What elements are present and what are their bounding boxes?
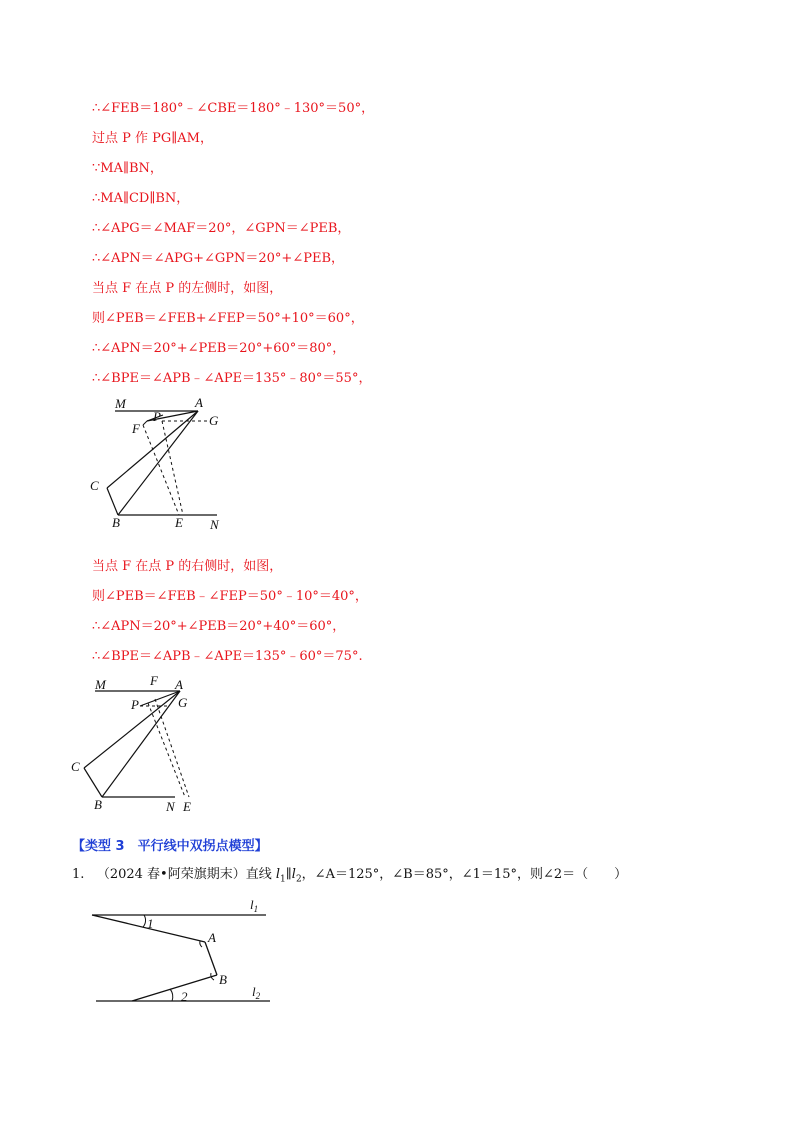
solution-line-8: 则∠PEB＝∠FEB+∠FEP＝50°+10°＝60°， bbox=[92, 311, 364, 326]
section-heading: 【类型 3 平行线中双拐点模型】 bbox=[72, 839, 268, 854]
geometry-figure-left-case bbox=[85, 393, 235, 533]
solution-line-3: ∵MA∥BN， bbox=[92, 161, 163, 176]
label-l1: $l_1$ bbox=[250, 897, 259, 914]
label-F: F bbox=[150, 673, 158, 688]
solution-line-10: ∴∠BPE＝∠APB﹣∠APE＝135°﹣80°＝55°， bbox=[92, 371, 372, 386]
label-A: A bbox=[208, 930, 216, 945]
label-B: B bbox=[219, 972, 227, 987]
angle-1-label: 1 bbox=[147, 916, 154, 931]
solution-line-12: 则∠PEB＝∠FEB﹣∠FEP＝50°﹣10°＝40°， bbox=[92, 589, 368, 604]
question-number: 1. bbox=[72, 867, 85, 882]
solution-line-13: ∴∠APN＝20°+∠PEB＝20°+40°＝60°， bbox=[92, 619, 346, 634]
label-A: A bbox=[175, 677, 183, 692]
line-l1-sub: 1 bbox=[280, 874, 286, 885]
question-source: （2024 春•阿荣旗期末） bbox=[96, 867, 246, 882]
label-G: G bbox=[209, 413, 219, 428]
label-C: C bbox=[71, 759, 80, 774]
label-E: E bbox=[175, 515, 183, 530]
parallel-symbol: ∥ bbox=[285, 867, 292, 882]
question-text-prefix: 直线 bbox=[245, 867, 276, 882]
label-F: F bbox=[132, 421, 140, 436]
solution-line-14: ∴∠BPE＝∠APB﹣∠APE＝135°﹣60°＝75°. bbox=[92, 649, 363, 664]
label-P: P bbox=[153, 409, 161, 424]
label-M: M bbox=[115, 396, 126, 411]
label-l2: $l_2$ bbox=[252, 984, 261, 1001]
question-1 bbox=[72, 866, 627, 889]
solution-line-7: 当点 F 在点 P 的左侧时，如图， bbox=[92, 281, 283, 296]
label-N: N bbox=[210, 517, 219, 532]
solution-line-9: ∴∠APN＝20°+∠PEB＝20°+60°＝80°， bbox=[92, 341, 346, 356]
label-E: E bbox=[183, 799, 191, 814]
label-P: P bbox=[131, 697, 139, 712]
geometry-figure-right-case bbox=[70, 673, 220, 813]
label-B: B bbox=[94, 797, 102, 812]
label-M: M bbox=[95, 677, 106, 692]
line-l2: l bbox=[291, 867, 296, 882]
solution-line-5: ∴∠APG＝∠MAF＝20°，∠GPN＝∠PEB， bbox=[92, 221, 351, 236]
solution-line-2: 过点 P 作 PG∥AM， bbox=[92, 131, 213, 146]
label-B: B bbox=[112, 515, 120, 530]
solution-line-4: ∴MA∥CD∥BN， bbox=[92, 191, 190, 206]
solution-line-1: ∴∠FEB＝180°﹣∠CBE＝180°﹣130°＝50°， bbox=[92, 101, 375, 116]
label-G: G bbox=[178, 695, 188, 710]
label-N: N bbox=[166, 799, 175, 814]
line-l1: l bbox=[275, 867, 281, 882]
angle-2-label: 2 bbox=[181, 989, 188, 1004]
question-text-suffix: ，∠A＝125°，∠B＝85°，∠1＝15°，则∠2＝（ ） bbox=[301, 867, 628, 882]
label-A: A bbox=[195, 395, 203, 410]
line-l2-sub: 2 bbox=[295, 874, 302, 885]
parallel-lines-figure bbox=[92, 895, 282, 1010]
solution-line-6: ∴∠APN＝∠APG+∠GPN＝20°+∠PEB， bbox=[92, 251, 344, 266]
label-C: C bbox=[90, 478, 99, 493]
solution-line-11: 当点 F 在点 P 的右侧时，如图， bbox=[92, 559, 283, 574]
